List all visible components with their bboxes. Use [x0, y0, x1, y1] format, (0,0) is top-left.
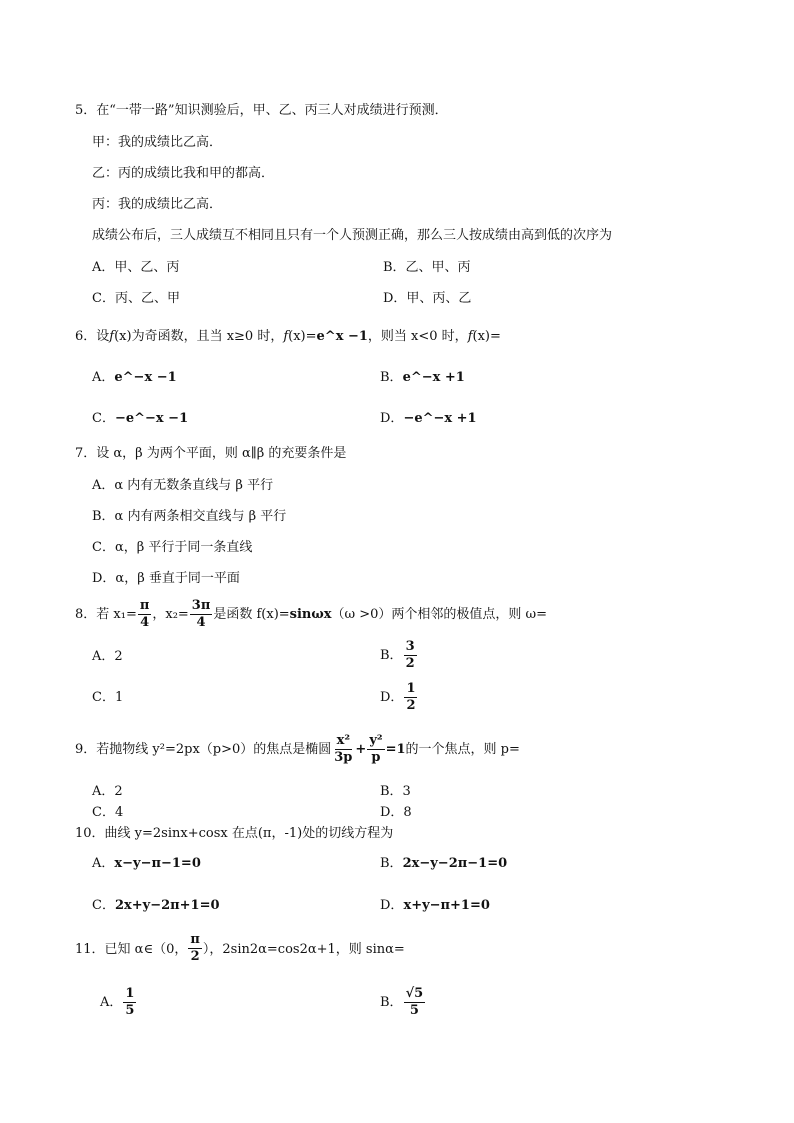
q8-option-c: C．1 [92, 690, 124, 705]
q6-option-a: A．e^−x −1 [92, 370, 177, 385]
q10-option-c: C．2x+y−2π+1=0 [92, 898, 220, 913]
q6-option-c: C．−e^−x −1 [92, 411, 189, 426]
q5-option-d: D．甲、丙、乙 [383, 291, 472, 306]
q5-statement-jia: 甲：我的成绩比乙高． [92, 135, 223, 150]
q7-option-c: C．α，β 平行于同一条直线 [92, 540, 253, 555]
q7-option-a: A．α 内有无数条直线与 β 平行 [92, 478, 274, 493]
q5-option-c: C．丙、乙、甲 [92, 291, 180, 306]
q9-option-d: D．8 [380, 805, 412, 820]
q11-stem: 11．已知 α∈（0， $\frac{\pi}{2}$ ），2sin2α=cos2α+1，则 sinα= [75, 932, 405, 964]
q10-option-a: A．x−y−π−1=0 [92, 856, 201, 871]
q8-frac-3pi-4: $\frac{3\pi}{4}$ [191, 598, 211, 630]
q5-statement-yi: 乙：丙的成绩比我和甲的都高． [92, 166, 275, 181]
q6-option-b: B．e^−x +1 [380, 370, 465, 385]
q8-option-d: D． $\frac{1}{2}$ [380, 681, 416, 713]
q10-stem: 10．曲线 y=2sinx+cosx 在点(π，-1)处的切线方程为 [75, 826, 394, 841]
q10-option-d: D．x+y−π+1=0 [380, 898, 490, 913]
q5-statement-bing: 丙：我的成绩比乙高． [92, 197, 223, 212]
q5-option-b: B．乙、甲、丙 [383, 260, 471, 275]
q11-option-b: B． $\frac{√5}{5}$ [380, 986, 424, 1018]
q8-frac-pi-4: $\frac{\pi}{4}$ [139, 598, 150, 630]
q8-option-b: B． $\frac{3}{2}$ [380, 639, 415, 671]
q7-stem: 7．设 α，β 为两个平面，则 α∥β 的充要条件是 [75, 446, 347, 461]
q9-stem: 9．若抛物线 y²=2px（p>0）的焦点是椭圆 $\frac{\text{x²}}{3p}$ + $\frac{\text{y²}}{p}$ =1的一个焦点，则 p= [75, 733, 520, 765]
q8-option-a: A．2 [92, 649, 123, 664]
q9-option-c: C．4 [92, 805, 124, 820]
q9-option-b: B．3 [380, 784, 411, 799]
q5-condition: 成绩公布后，三人成绩互不相同且只有一个人预测正确，那么三人按成绩由高到低的次序为 [92, 228, 613, 243]
q7-option-d: D．α，β 垂直于同一平面 [92, 571, 240, 586]
q5-stem: 5．在“一带一路”知识测验后，甲、乙、丙三人对成绩进行预测． [75, 103, 448, 118]
q8-stem: 8．若 x₁= $\frac{\pi}{4}$ ，x₂= $\frac{3\pi}{4}$ 是函数 f(x)=sinωx（ω >0）两个相邻的极值点，则 ω= [75, 598, 548, 630]
q9-option-a: A．2 [92, 784, 123, 799]
q11-option-a: A． $\frac{1}{5}$ [100, 986, 135, 1018]
q6-stem: 6．设f(x)为奇函数，且当 x≥0 时，f(x)=e^x −1，则当 x<0 时，f(x)= [75, 329, 501, 344]
q6-option-d: D．−e^−x +1 [380, 411, 477, 426]
q7-option-b: B．α 内有两条相交直线与 β 平行 [92, 509, 287, 524]
q10-option-b: B．2x−y−2π−1=0 [380, 856, 508, 871]
q5-option-a: A．甲、乙、丙 [92, 260, 180, 275]
